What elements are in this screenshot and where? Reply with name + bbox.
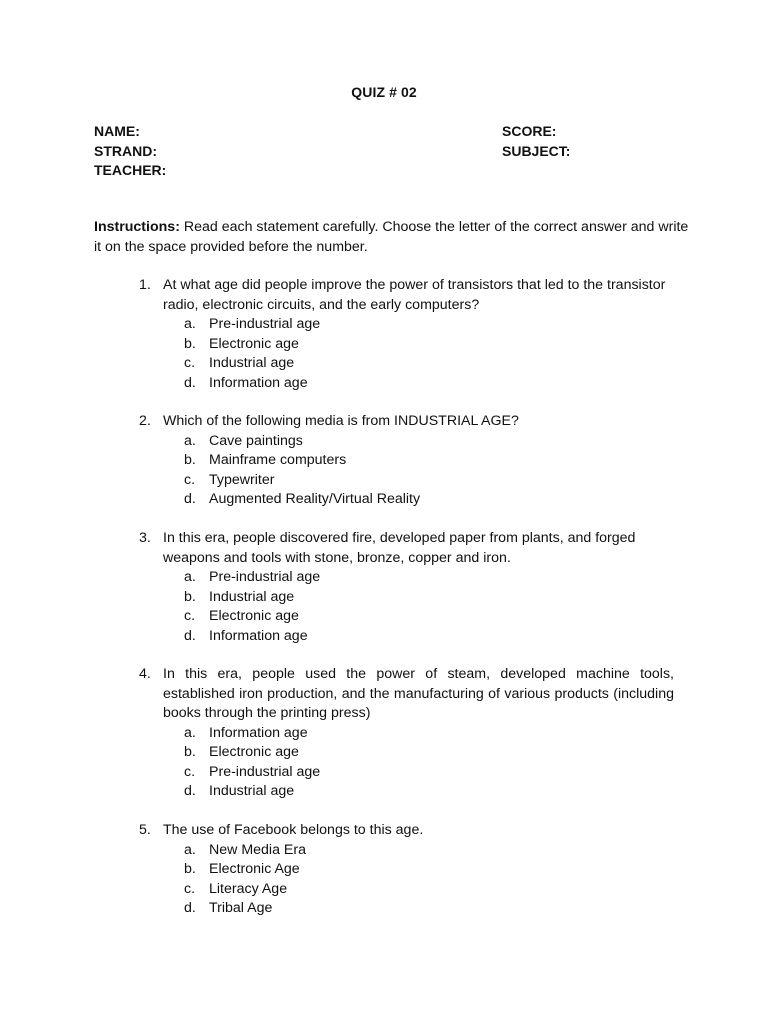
choice-text: Mainframe computers: [209, 452, 347, 469]
choice-item: [94, 432, 674, 452]
question-text: At what age did people improve the power of transistors that led to the transistor radio, electronic circuits, and the early computers?: [163, 277, 666, 313]
choice-letter: b.: [184, 588, 196, 605]
choice-text: Augmented Reality/Virtual Reality: [209, 491, 421, 508]
question-number: 2.: [139, 413, 151, 430]
question-stem: [94, 412, 674, 432]
question-2: [94, 412, 674, 510]
choice-letter: d.: [184, 783, 196, 800]
choice-item: [94, 743, 674, 763]
choice-item: [94, 607, 674, 627]
question-stem: [94, 665, 674, 724]
subject-field-label: SUBJECT:: [502, 142, 571, 159]
choice-text: Pre-industrial age: [209, 763, 321, 780]
instructions-label: Instructions:: [94, 219, 180, 235]
choice-letter: b.: [184, 452, 196, 469]
choice-item: [94, 335, 674, 355]
choice-text: Pre-industrial age: [209, 569, 321, 586]
choice-item: [94, 451, 674, 471]
question-stem: [94, 529, 674, 568]
choice-list: [94, 724, 674, 802]
question-text: In this era, people used the power of steam, developed machine tools, established iron production, and the manufacturing of various products (including books through the printing press): [163, 666, 674, 722]
choice-text: Industrial age: [209, 783, 295, 800]
question-5: [94, 821, 674, 919]
choice-letter: c.: [184, 763, 196, 780]
choice-text: Typewriter: [209, 471, 275, 488]
choice-item: [94, 354, 674, 374]
choice-item: [94, 490, 674, 510]
choice-item: [94, 627, 674, 647]
choice-letter: c.: [184, 608, 196, 625]
instructions-paragraph: [94, 218, 694, 257]
choice-text: Electronic age: [209, 744, 299, 761]
question-number: 1.: [139, 277, 151, 293]
quiz-title: QUIZ # 02: [351, 84, 417, 100]
choice-text: Information age: [209, 724, 308, 741]
choice-text: Pre-industrial age: [209, 316, 321, 332]
choice-item: [94, 588, 674, 608]
choice-letter: a.: [184, 316, 196, 332]
choice-text: Industrial age: [209, 588, 295, 605]
choice-text: Information age: [209, 374, 308, 391]
instructions-text: Read each statement carefully. Choose the letter of the correct answer and write it on the space provided before the number.: [94, 219, 689, 255]
choice-list: [94, 432, 674, 510]
choice-letter: a.: [184, 724, 196, 741]
choice-text: Information age: [209, 627, 308, 644]
student-info-fields: [94, 122, 166, 181]
choice-letter: d.: [184, 900, 196, 917]
question-1: [94, 276, 674, 393]
choice-text: Cave paintings: [209, 432, 303, 449]
question-text: Which of the following media is from INDUSTRIAL AGE?: [163, 413, 519, 430]
choice-letter: a.: [184, 841, 196, 858]
teacher-field-label: TEACHER:: [94, 162, 167, 178]
choice-letter: b.: [184, 335, 196, 352]
choice-item: [94, 860, 674, 880]
choice-item: [94, 374, 674, 394]
choice-list: [94, 841, 674, 919]
choice-item: [94, 724, 674, 744]
choice-letter: d.: [184, 491, 196, 508]
choice-text: Literacy Age: [209, 880, 288, 897]
choice-item: [94, 471, 674, 491]
strand-field-label: STRAND:: [94, 142, 157, 159]
choice-letter: c.: [184, 880, 196, 897]
score-field-label: SCORE:: [502, 123, 557, 139]
choice-text: Electronic age: [209, 335, 299, 352]
choice-list: [94, 315, 674, 393]
choice-text: Electronic Age: [209, 861, 300, 878]
question-stem: [94, 821, 674, 841]
choice-item: [94, 782, 674, 802]
question-text: The use of Facebook belongs to this age.: [163, 822, 424, 839]
choice-letter: b.: [184, 861, 196, 878]
choice-item: [94, 763, 674, 783]
name-field-label: NAME:: [94, 123, 140, 139]
question-text: In this era, people discovered fire, developed paper from plants, and forged weapons and tools with stone, bronze, copper and iron.: [163, 530, 636, 566]
choice-text: Electronic age: [209, 608, 299, 625]
choice-text: Tribal Age: [209, 900, 273, 917]
choice-item: [94, 841, 674, 861]
question-stem: [94, 276, 674, 315]
choice-text: New Media Era: [209, 841, 306, 858]
choice-item: [94, 880, 674, 900]
choice-letter: a.: [184, 569, 196, 586]
choice-list: [94, 568, 674, 646]
question-list: [94, 276, 674, 938]
choice-item: [94, 315, 674, 335]
choice-text: Industrial age: [209, 355, 295, 371]
choice-item: [94, 899, 674, 919]
choice-letter: c.: [184, 355, 196, 371]
question-4: [94, 665, 674, 802]
score-info-fields: [502, 122, 570, 161]
question-number: 4.: [139, 666, 151, 683]
choice-item: [94, 568, 674, 588]
choice-letter: b.: [184, 744, 196, 761]
choice-letter: d.: [184, 627, 196, 644]
question-number: 3.: [139, 530, 151, 547]
choice-letter: d.: [184, 374, 196, 391]
question-3: [94, 529, 674, 646]
choice-letter: a.: [184, 432, 196, 449]
choice-letter: c.: [184, 471, 196, 488]
question-number: 5.: [139, 822, 151, 839]
